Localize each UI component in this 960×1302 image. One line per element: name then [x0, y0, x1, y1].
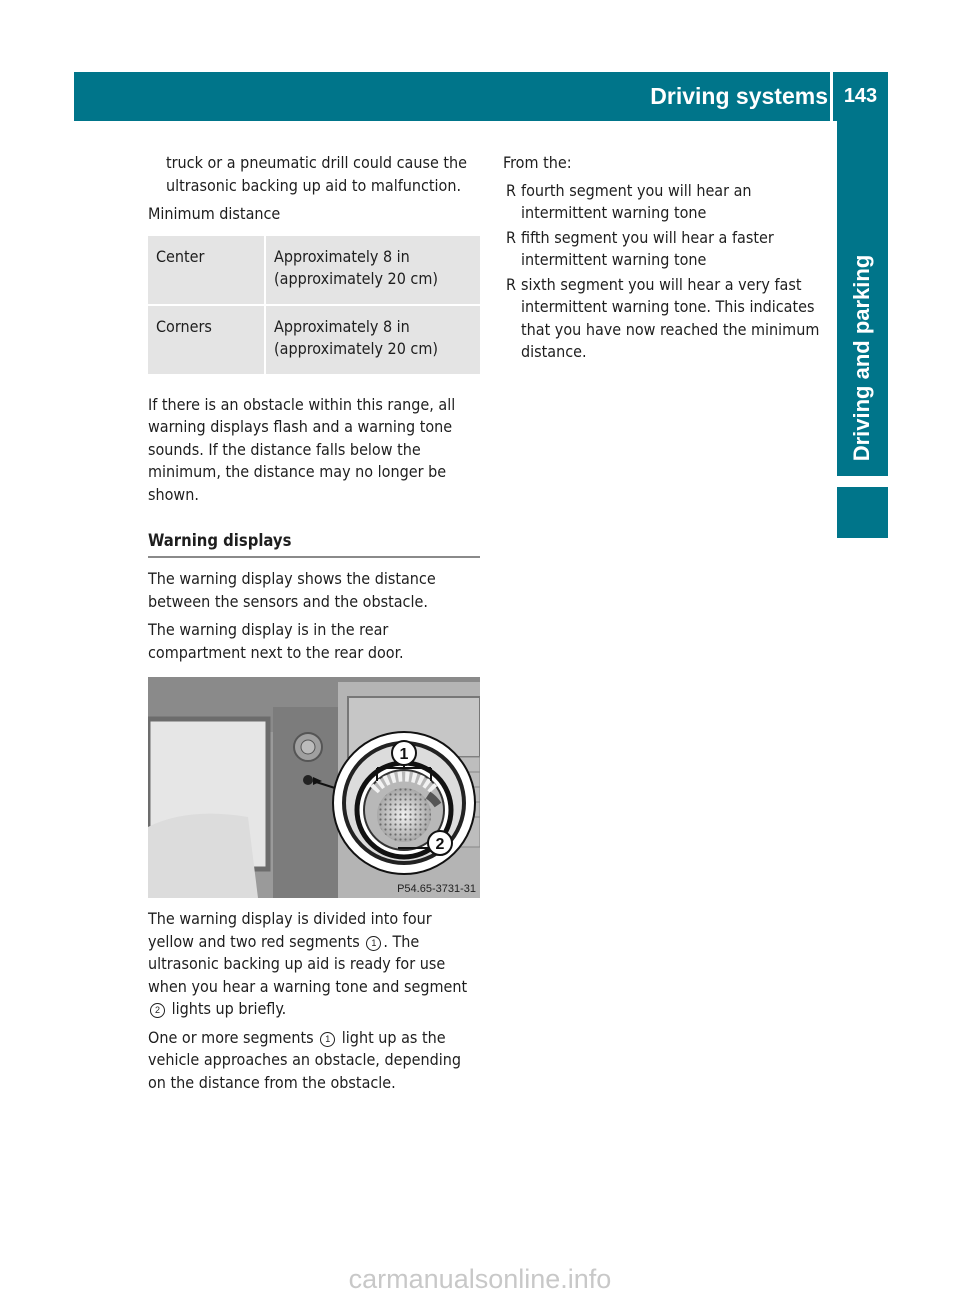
callout-1: 1	[399, 746, 409, 763]
list-item	[503, 227, 833, 272]
left-column	[148, 152, 480, 1094]
list-item-text: fifth segment you will hear a faster intermittent warning tone	[521, 227, 774, 269]
chapter-side-label: Driving and parking	[849, 254, 874, 462]
segments-text-b: . The ultrasonic backing up aid is ready for use when you hear a warning tone and segment	[148, 931, 468, 996]
callout-2: 2	[435, 836, 445, 853]
warning-display-figure	[148, 677, 480, 898]
warning-paragraph-1: The warning display shows the distance between the sensors and the obstacle.	[148, 569, 436, 611]
table-row	[148, 306, 480, 374]
minimum-distance-table	[148, 236, 480, 374]
segments-paragraph	[148, 908, 480, 1021]
intro-text: truck or a pneumatic drill could cause the ultrasonic backing up aid to malfunction.	[166, 153, 467, 195]
watermark-link[interactable]: carmanualsonline.info	[348, 1264, 612, 1294]
bullet-marker: R	[506, 274, 516, 294]
min-distance-label: Minimum distance	[148, 204, 281, 223]
segments-light-paragraph	[148, 1027, 480, 1095]
list-item-text: sixth segment you will hear a very fast intermittent warning tone. This indicates that you have now reached the minimum distance.	[521, 274, 820, 361]
section-title: Driving systems	[650, 83, 828, 109]
bullet-marker: R	[506, 180, 516, 200]
from-label: From the:	[503, 153, 572, 172]
warning-displays-heading: Warning displays	[148, 530, 480, 558]
bullet-marker: R	[506, 227, 516, 247]
segments-text-a: The warning display is divided into four yellow and two red segments	[148, 909, 432, 951]
table-cell-label: Corners	[148, 306, 265, 374]
table-cell-value: Approximately 8 in (approximately 20 cm)	[265, 306, 480, 374]
page-number: 143	[843, 85, 878, 107]
segments-light-text-b: light up as the vehicle approaches an obstacle, depending on the distance from the obstacle.	[148, 1027, 461, 1092]
right-column	[503, 152, 833, 366]
segments-light-text-a: One or more segments	[148, 1027, 314, 1047]
callout-ref-1: 1	[366, 936, 381, 951]
table-cell-value: Approximately 8 in (approximately 20 cm)	[265, 236, 480, 304]
figure-caption: P54.65-3731-31	[397, 883, 476, 895]
page-header-bar	[74, 72, 888, 121]
chapter-marker	[837, 487, 888, 538]
obstacle-paragraph: If there is an obstacle within this range, all warning displays flash and a warning tone sounds. If the distance falls below the minimum, the distance may no longer be shown.	[148, 394, 456, 504]
list-item-text: fourth segment you will hear an intermittent warning tone	[521, 180, 752, 222]
callout-ref-1: 1	[320, 1032, 335, 1047]
list-item	[503, 274, 833, 364]
segments-text-c: lights up briefly.	[171, 999, 287, 1018]
list-item	[503, 180, 833, 225]
segment-tone-list	[503, 180, 833, 364]
table-row	[148, 236, 480, 304]
rear-compartment-illustration	[148, 677, 480, 898]
table-cell-label: Center	[148, 236, 265, 304]
warning-paragraph-2: The warning display is in the rear compartment next to the rear door.	[148, 620, 404, 662]
callout-ref-2: 2	[150, 1003, 165, 1018]
